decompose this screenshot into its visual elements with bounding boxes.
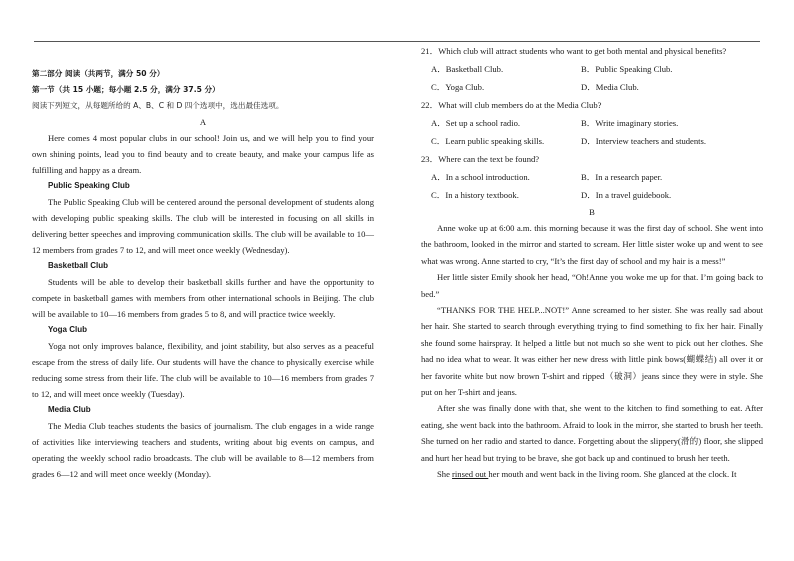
- club-title: Public Speaking Club: [48, 181, 130, 190]
- option: A．In a school introduction.: [431, 172, 530, 182]
- club-text: Students will be able to develop their basketball skills further and have the opportunity to compete in basketball games with members from other international schools in Beijing. The club will be available to 10—16 members from grades 5 to 8, and will practice twice weekly.: [32, 277, 374, 319]
- story-paragraph: Anne woke up at 6:00 a.m. this morning because it was the first day of school. She went into the bathroom, looked in the mirror and started to scream. Her little sister woke up and went to see what was wrong. Anne started to cry, “It’s the first day of school and my hair is a mess!”: [421, 223, 763, 266]
- story-paragraph: Her little sister Emily shook her head, “Oh!Anne you woke me up for that. I’m going back to bed.”: [421, 272, 763, 299]
- option: D．Media Club.: [581, 82, 639, 92]
- options-row: [421, 168, 763, 186]
- question-stem: 23．Where can the text be found?: [421, 154, 540, 164]
- club-text: The Public Speaking Club will be centered around the personal development of students along with developing public speaking skills. The club will be interested in focusing on all skills in delivering better speeches and improving communication skills. The club will be available to 10—12 members from grades 7 to 12, and will meet once weekly (Wednesday).: [32, 197, 374, 255]
- option: D．Interview teachers and students.: [581, 136, 707, 146]
- story-paragraph: After she was finally done with that, she went to the kitchen to find something to eat. After eating, she went back into the bathroom. Afraid to look in the mirror, she started to brush her teeth. She turned on her radio and started to dance. Forgetting about the slippery(滑的) floor, she slipped and hurt her head but trying to be brave, she got back up and continued to brush her teeth.: [421, 403, 763, 463]
- text-pre: She: [437, 469, 453, 480]
- option: D．In a travel guidebook.: [581, 190, 672, 200]
- option: A．Set up a school radio.: [431, 118, 521, 128]
- options-row: [421, 60, 763, 78]
- option: C．Learn public speaking skills.: [431, 136, 545, 146]
- question-stem: 21．Which club will attract students who want to get both mental and physical benefits?: [421, 46, 727, 56]
- section-title: 第一节（共 15 小题；每小题 2.5 分，满分 37.5 分）: [32, 85, 220, 94]
- story-paragraph: “THANKS FOR THE HELP...NOT!” Anne screamed to her sister. She was really sad about her hair. She started to search through everything trying to find something to fix her hair. Finally she found some hairspray. It helped a little but not much so she went to pick out her clothes. She had no idea what to wear. It was either her new dress with little pink bows(蝴蝶结) all over it or her favorite white but now brown T-shirt and ripped（破洞）jeans since they were in style. She put on her T-shirt and jeans.: [421, 305, 763, 398]
- option: C．Yoga Club.: [431, 82, 485, 92]
- options-row: [421, 186, 763, 204]
- option: C．In a history textbook.: [431, 190, 519, 200]
- question-stem: 22．What will club members do at the Media Club?: [421, 100, 602, 110]
- options-row: [421, 78, 763, 96]
- instruction: 阅读下列短文，从每题所给的 A、B、C 和 D 四个选项中，选出最佳选项。: [32, 101, 284, 110]
- right-column: [421, 42, 763, 483]
- part-title: 第二部分 阅读（共两节，满分 50 分）: [32, 69, 165, 78]
- left-column: [32, 66, 374, 482]
- underlined-phrase: rinsed out: [452, 469, 489, 480]
- option: A．Basketball Club.: [431, 64, 504, 74]
- club-title: Basketball Club: [48, 261, 109, 270]
- club-title: Yoga Club: [48, 325, 87, 334]
- club-text: The Media Club teaches students the basics of journalism. The club engages in a wide range of activities like interviewing teachers and students, writing about big events on campus, and operating the weekly school radio broadcasts. The club will be available to 8—12 members from grades 6—12 and will meet once weekly (Monday).: [32, 421, 374, 479]
- option: B．In a research paper.: [581, 172, 663, 182]
- text-post: her mouth and went back in the living room. She glanced at the clock. It: [488, 469, 737, 480]
- story-paragraph-last: [421, 466, 763, 482]
- options-row: [421, 114, 763, 132]
- intro-paragraph: Here comes 4 most popular clubs in our school! Join us, and we will help you to find your own shining points, lead you to find beauty and to create beauty, and make your campus life as fulfilling and happy as a dream.: [32, 133, 374, 175]
- option: B．Write imaginary stories.: [581, 118, 679, 128]
- option: B．Public Speaking Club.: [581, 64, 673, 74]
- club-text: Yoga not only improves balance, flexibility, and joint stability, but also serves as a peaceful escape from the stress of daily life. Our students will have the chance to physically exercise while reducing some stress from their life. The club will be available to 10—16 members from grades 7 to 12, and will meet once weekly (Tuesday).: [32, 341, 374, 399]
- club-title: Media Club: [48, 405, 91, 414]
- options-row: [421, 132, 763, 150]
- passage-label-b: B: [589, 207, 595, 217]
- passage-label-a: A: [199, 117, 207, 127]
